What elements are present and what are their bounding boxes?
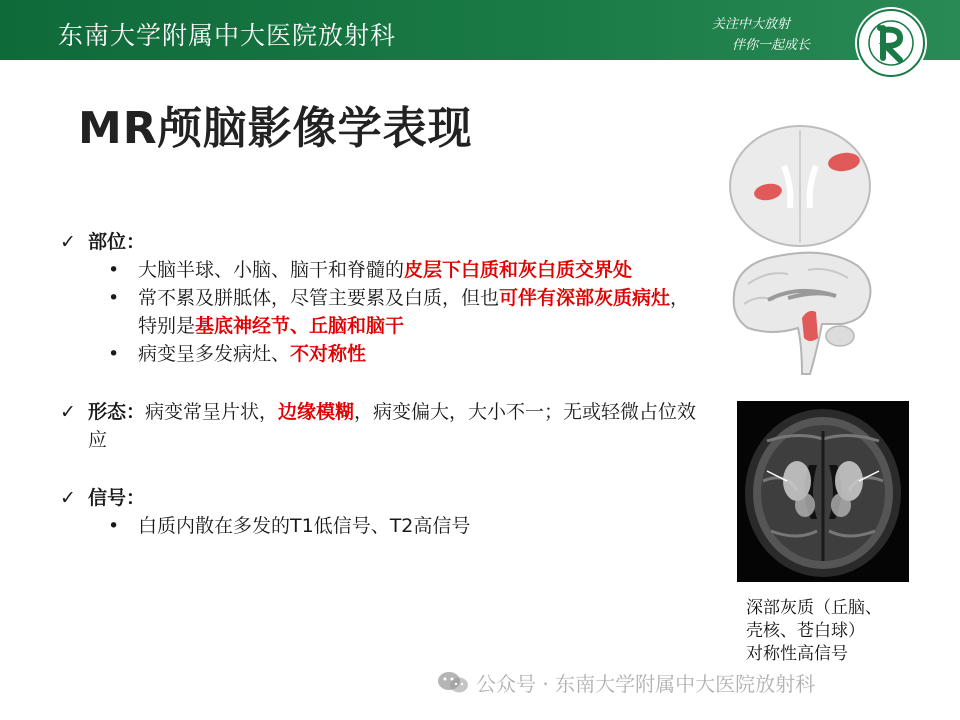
hospital-department-title: 东南大学附属中大医院放射科	[58, 21, 397, 50]
bullet-icon: •	[108, 515, 120, 537]
list-item	[58, 340, 698, 368]
highlight-text: 基底神经节、丘脑和脑干	[195, 315, 405, 337]
section-label: 部位：	[88, 231, 146, 253]
body-text: 病变常呈片状，	[145, 401, 279, 423]
bullet-text: 白质内散在多发的T1低信号、T2高信号	[138, 515, 471, 537]
highlight-text: 边缘模糊	[278, 401, 355, 423]
highlight-text: 皮层下白质和灰白质交界处	[404, 259, 633, 281]
highlight-text: 不对称性	[290, 343, 367, 365]
body-text: ，病变偏大，大小不一；无或轻微占位效应	[88, 401, 697, 451]
slogan-line-2: 伴你一起成长	[732, 38, 811, 53]
slide-body	[58, 228, 698, 540]
list-item	[58, 512, 698, 540]
section-label: 信号：	[88, 487, 146, 509]
caption-line: 壳核、苍白球）	[746, 621, 865, 641]
bullet-icon: •	[108, 287, 120, 309]
watermark-text: 公众号 · 东南大学附属中大医院放射科	[476, 672, 816, 696]
list-item	[58, 256, 698, 284]
mri-axial-scan-image	[737, 401, 909, 582]
section-location	[58, 228, 698, 368]
wechat-icon	[436, 670, 470, 694]
axial-brain-diagram	[730, 126, 870, 246]
slogan-line-1: 关注中大放射	[712, 17, 791, 32]
brain-schematic-illustration	[718, 124, 882, 384]
mri-caption	[746, 597, 946, 666]
header-bar	[0, 0, 960, 60]
bullet-text: 病变呈多发病灶、	[138, 343, 291, 365]
section-label: 形态：	[88, 401, 146, 423]
caption-line: 深部灰质（丘脑、	[746, 598, 882, 618]
section-morphology	[58, 398, 698, 454]
bullet-text: 大脑半球、小脑、脑干和脊髓的	[138, 259, 405, 281]
bullet-text: ，特别是	[138, 287, 690, 337]
checkmark-icon: ✓	[60, 487, 76, 509]
sagittal-brain-diagram	[734, 253, 871, 374]
caption-line: 对称性高信号	[746, 644, 848, 664]
checkmark-icon: ✓	[60, 401, 76, 423]
section-signal	[58, 484, 698, 540]
list-item	[58, 284, 698, 340]
slide-title: MR颅脑影像学表现	[78, 103, 473, 154]
hospital-logo-icon	[850, 6, 932, 80]
bullet-icon: •	[108, 343, 120, 365]
bullet-text: 常不累及胼胝体，尽管主要累及白质，但也	[138, 287, 500, 309]
highlight-text: 可伴有深部灰质病灶	[499, 287, 671, 309]
bullet-icon: •	[108, 259, 120, 281]
checkmark-icon: ✓	[60, 231, 76, 253]
